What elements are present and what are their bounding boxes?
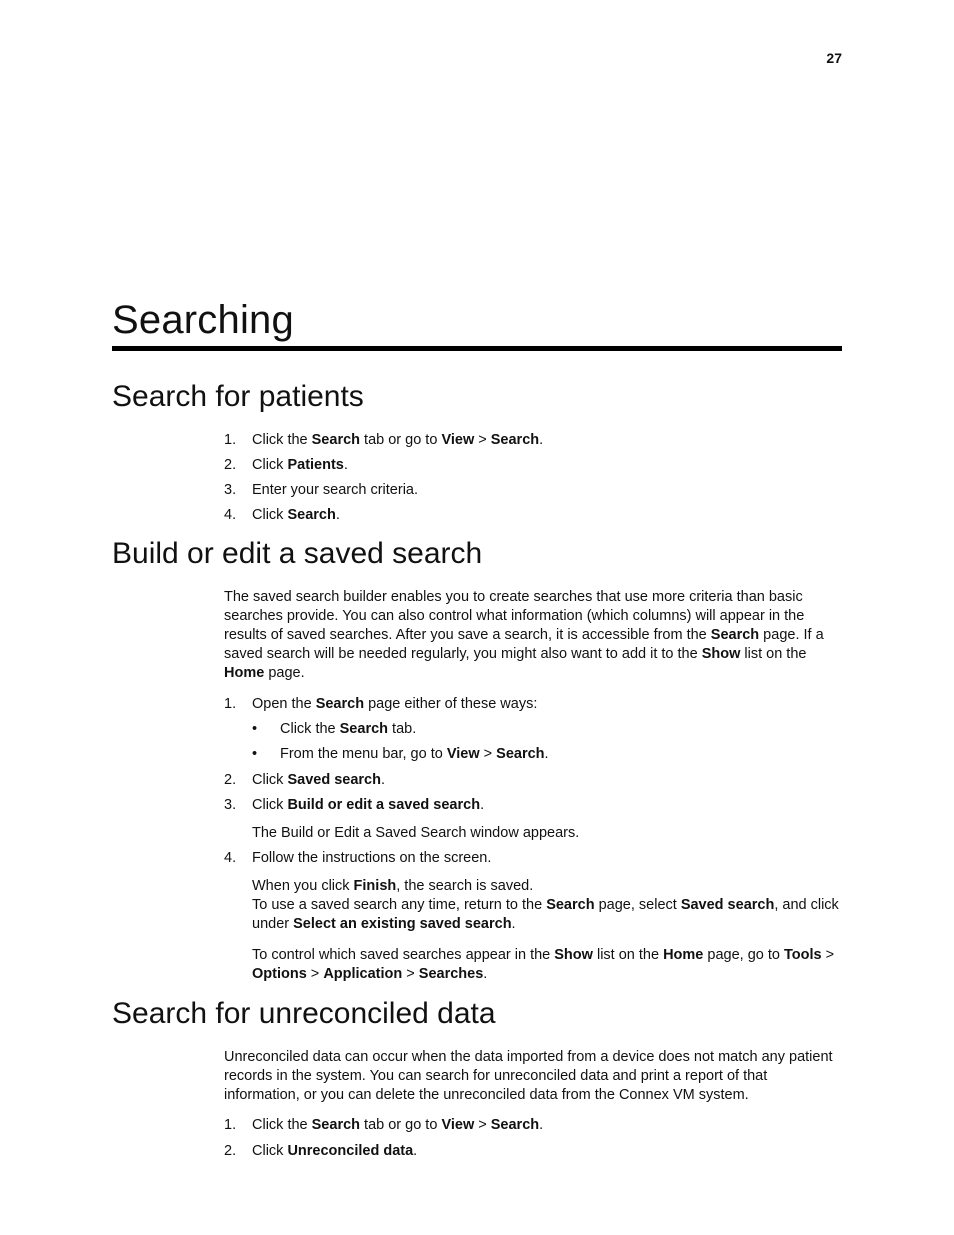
saved-search-intro: The saved search builder enables you to create searches that use more criteria than basic searches provide. You can also control what information (which columns) will appear in the results of saved searches. After you save a search, it is accessible from the Search page. If a saved search will be needed regularly, you might also want to add it to the Show list on the Home page. (224, 589, 824, 681)
list-item: 2. Click Unreconciled data. (224, 1143, 418, 1159)
step-note: To control which saved searches appear in the Show list on the Home page, go to Tools > Options > Application > Searches. (252, 947, 835, 982)
list-item: 1. Click the Search tab or go to View > Search. (224, 1117, 544, 1133)
patients-step-list (224, 431, 842, 525)
list-item: 4. Click Search. (224, 507, 340, 523)
unreconciled-step-list (224, 1116, 842, 1161)
list-item: • Click the Search tab. (252, 721, 417, 737)
list-item: 3. Click Build or edit a saved search. (224, 797, 485, 813)
section-title-unreconciled: Search for unreconciled data (112, 997, 496, 1030)
list-item: 2. Click Patients. (224, 457, 348, 473)
chapter-title: Searching (112, 298, 294, 342)
section-title-saved-search: Build or edit a saved search (112, 537, 483, 570)
saved-search-step-list (224, 695, 842, 984)
chapter-divider (112, 346, 842, 351)
list-item: 4. Follow the instructions on the screen. (224, 850, 492, 866)
step-note: To use a saved search any time, return to the Search page, select Saved search, and click under Select an existing saved search. (252, 897, 839, 932)
list-item: 3. Enter your search criteria. (224, 482, 419, 498)
list-item: 2. Click Saved search. (224, 772, 385, 788)
list-item: 1. Click the Search tab or go to View > Search. (224, 432, 544, 448)
list-item: 1. Open the Search page either of these ways: (224, 696, 538, 712)
section-title-search-patients: Search for patients (112, 380, 364, 413)
page-number: 27 (826, 50, 842, 66)
unreconciled-intro: Unreconciled data can occur when the data imported from a device does not match any patient records in the system. You can search for unreconciled data and print a report of that information, or you can delete the unreconciled data from the Connex VM system. (224, 1049, 833, 1103)
step-note: The Build or Edit a Saved Search window appears. (252, 825, 580, 841)
list-item: • From the menu bar, go to View > Search. (252, 746, 549, 762)
step-note: When you click Finish, the search is saved. (252, 878, 534, 894)
